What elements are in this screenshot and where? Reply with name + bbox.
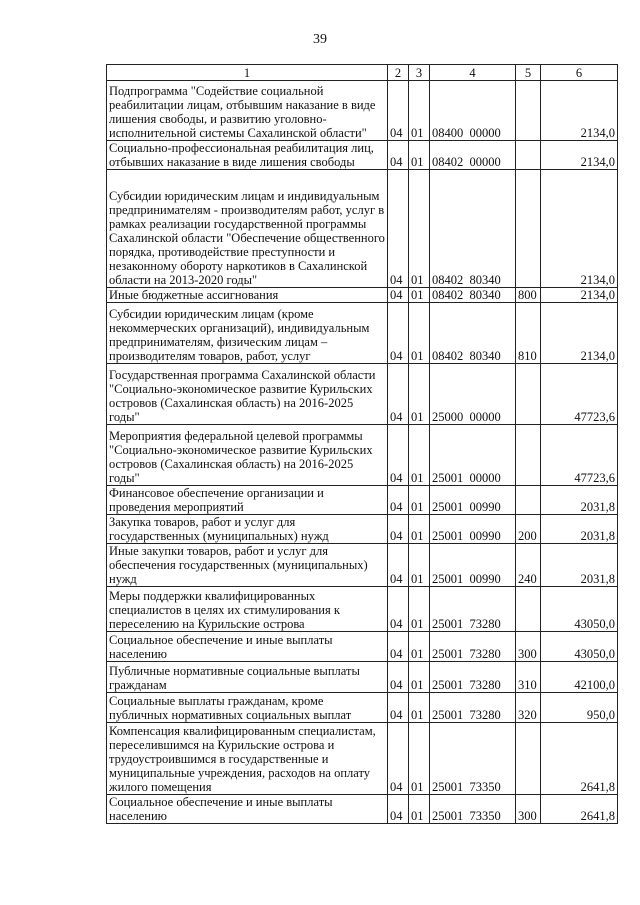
- row-name: Меры поддержки квалифицированных специалистов в целях их стимулирования к переселению на Курильские острова: [107, 587, 388, 632]
- table-row: [107, 425, 618, 486]
- row-expense-type: 300: [516, 632, 541, 662]
- table-row: [107, 288, 618, 303]
- row-subsection: 01: [409, 425, 430, 486]
- row-name: Иные закупки товаров, работ и услуг для обеспечения государственных (муниципальных) нужд: [107, 544, 388, 587]
- row-subsection: 01: [409, 662, 430, 693]
- row-expense-type: 200: [516, 515, 541, 544]
- row-expense-type: [516, 141, 541, 170]
- row-subsection: 01: [409, 141, 430, 170]
- row-amount: 2031,8: [541, 544, 618, 587]
- row-name: Социальное обеспечение и иные выплаты населению: [107, 795, 388, 824]
- header-col-1: 1: [107, 65, 388, 81]
- row-article: 25001 73280: [430, 662, 516, 693]
- row-name: Мероприятия федеральной целевой программы "Социально-экономическое развитие Курильских островов (Сахалинская область) на 2016-2025 годы": [107, 425, 388, 486]
- row-section: 04: [388, 693, 409, 723]
- row-subsection: 01: [409, 486, 430, 515]
- row-section: 04: [388, 141, 409, 170]
- row-article: 25001 00990: [430, 515, 516, 544]
- row-expense-type: 810: [516, 303, 541, 364]
- budget-table: [106, 64, 618, 824]
- row-amount: 2134,0: [541, 141, 618, 170]
- header-col-6: 6: [541, 65, 618, 81]
- row-name: Социальные выплаты гражданам, кроме публичных нормативных социальных выплат: [107, 693, 388, 723]
- row-expense-type: 240: [516, 544, 541, 587]
- table-body: [107, 81, 618, 824]
- row-amount: 47723,6: [541, 364, 618, 425]
- row-article: 08402 80340: [430, 303, 516, 364]
- row-amount: 43050,0: [541, 587, 618, 632]
- row-subsection: 01: [409, 81, 430, 141]
- row-expense-type: [516, 170, 541, 288]
- row-article: 08402 00000: [430, 141, 516, 170]
- page-number: 39: [313, 32, 327, 47]
- table-row: [107, 693, 618, 723]
- table-row: [107, 662, 618, 693]
- row-section: 04: [388, 723, 409, 795]
- row-article: 08400 00000: [430, 81, 516, 141]
- row-section: 04: [388, 303, 409, 364]
- table-row: [107, 170, 618, 288]
- row-subsection: 01: [409, 723, 430, 795]
- row-article: 25000 00000: [430, 364, 516, 425]
- row-amount: 42100,0: [541, 662, 618, 693]
- row-expense-type: [516, 723, 541, 795]
- table-header: [107, 65, 618, 81]
- row-expense-type: 800: [516, 288, 541, 303]
- row-expense-type: [516, 364, 541, 425]
- table-row: [107, 795, 618, 824]
- row-name: Публичные нормативные социальные выплаты гражданам: [107, 662, 388, 693]
- row-amount: 2134,0: [541, 303, 618, 364]
- row-section: 04: [388, 486, 409, 515]
- header-row: [107, 65, 618, 81]
- table-row: [107, 515, 618, 544]
- row-subsection: 01: [409, 364, 430, 425]
- table-row: [107, 723, 618, 795]
- row-amount: 2031,8: [541, 515, 618, 544]
- row-article: 08402 80340: [430, 288, 516, 303]
- table-row: [107, 303, 618, 364]
- row-subsection: 01: [409, 170, 430, 288]
- row-article: 25001 73350: [430, 723, 516, 795]
- header-col-3: 3: [409, 65, 430, 81]
- row-section: 04: [388, 632, 409, 662]
- row-amount: 2641,8: [541, 723, 618, 795]
- row-amount: 2134,0: [541, 170, 618, 288]
- row-article: 25001 00990: [430, 486, 516, 515]
- row-name: Субсидии юридическим лицам (кроме некоммерческих организаций), индивидуальным предпринимателям, физическим лицам – производителям товаров, работ, услуг: [107, 303, 388, 364]
- row-name: Закупка товаров, работ и услуг для государственных (муниципальных) нужд: [107, 515, 388, 544]
- row-subsection: 01: [409, 693, 430, 723]
- row-name: Социальное обеспечение и иные выплаты населению: [107, 632, 388, 662]
- row-article: 25001 73280: [430, 693, 516, 723]
- row-expense-type: [516, 587, 541, 632]
- row-section: 04: [388, 662, 409, 693]
- row-article: 08402 80340: [430, 170, 516, 288]
- row-subsection: 01: [409, 587, 430, 632]
- row-name: Государственная программа Сахалинской области "Социально-экономическое развитие Курильских островов (Сахалинская область) на 2016-2025 годы": [107, 364, 388, 425]
- row-article: 25001 73280: [430, 632, 516, 662]
- row-expense-type: 320: [516, 693, 541, 723]
- row-article: 25001 73280: [430, 587, 516, 632]
- row-amount: 2031,8: [541, 486, 618, 515]
- header-col-5: 5: [516, 65, 541, 81]
- row-expense-type: 300: [516, 795, 541, 824]
- row-subsection: 01: [409, 515, 430, 544]
- table-row: [107, 587, 618, 632]
- row-article: 25001 00000: [430, 425, 516, 486]
- row-section: 04: [388, 170, 409, 288]
- row-amount: 43050,0: [541, 632, 618, 662]
- row-name: Иные бюджетные ассигнования: [107, 288, 388, 303]
- row-section: 04: [388, 795, 409, 824]
- row-subsection: 01: [409, 795, 430, 824]
- table-row: [107, 81, 618, 141]
- table-row: [107, 364, 618, 425]
- table-row: [107, 486, 618, 515]
- row-section: 04: [388, 515, 409, 544]
- row-section: 04: [388, 425, 409, 486]
- table-row: [107, 141, 618, 170]
- row-section: 04: [388, 81, 409, 141]
- row-amount: 2134,0: [541, 288, 618, 303]
- table-row: [107, 544, 618, 587]
- row-section: 04: [388, 587, 409, 632]
- row-name: Компенсация квалифицированным специалистам, переселившимся на Курильские острова и трудоустроившимся в государственные и муниципальные учреждения, расходов на оплату жилого помещения: [107, 723, 388, 795]
- header-col-2: 2: [388, 65, 409, 81]
- table-row: [107, 632, 618, 662]
- row-subsection: 01: [409, 303, 430, 364]
- row-expense-type: [516, 81, 541, 141]
- row-amount: 2641,8: [541, 795, 618, 824]
- row-expense-type: [516, 425, 541, 486]
- row-expense-type: [516, 486, 541, 515]
- row-amount: 47723,6: [541, 425, 618, 486]
- row-name: Субсидии юридическим лицам и индивидуальным предпринимателям - производителям работ, услуг в рамках реализации государственной программы Сахалинской области "Обеспечение общественного порядка, противодействие преступности и незаконному обороту наркотиков в Сахалинской области на 2013-2020 годы": [107, 170, 388, 288]
- row-subsection: 01: [409, 544, 430, 587]
- row-section: 04: [388, 544, 409, 587]
- row-name: Финансовое обеспечение организации и проведения мероприятий: [107, 486, 388, 515]
- row-section: 04: [388, 364, 409, 425]
- row-name: Подпрограмма "Содействие социальной реабилитации лицам, отбывшим наказание в виде лишения свободы, и развитию уголовно-исполнительной системы Сахалинской области": [107, 81, 388, 141]
- row-subsection: 01: [409, 288, 430, 303]
- row-expense-type: 310: [516, 662, 541, 693]
- row-article: 25001 73350: [430, 795, 516, 824]
- row-subsection: 01: [409, 632, 430, 662]
- row-name: Социально-профессиональная реабилитация лиц, отбывших наказание в виде лишения свободы: [107, 141, 388, 170]
- row-amount: 950,0: [541, 693, 618, 723]
- row-section: 04: [388, 288, 409, 303]
- row-amount: 2134,0: [541, 81, 618, 141]
- header-col-4: 4: [430, 65, 516, 81]
- row-article: 25001 00990: [430, 544, 516, 587]
